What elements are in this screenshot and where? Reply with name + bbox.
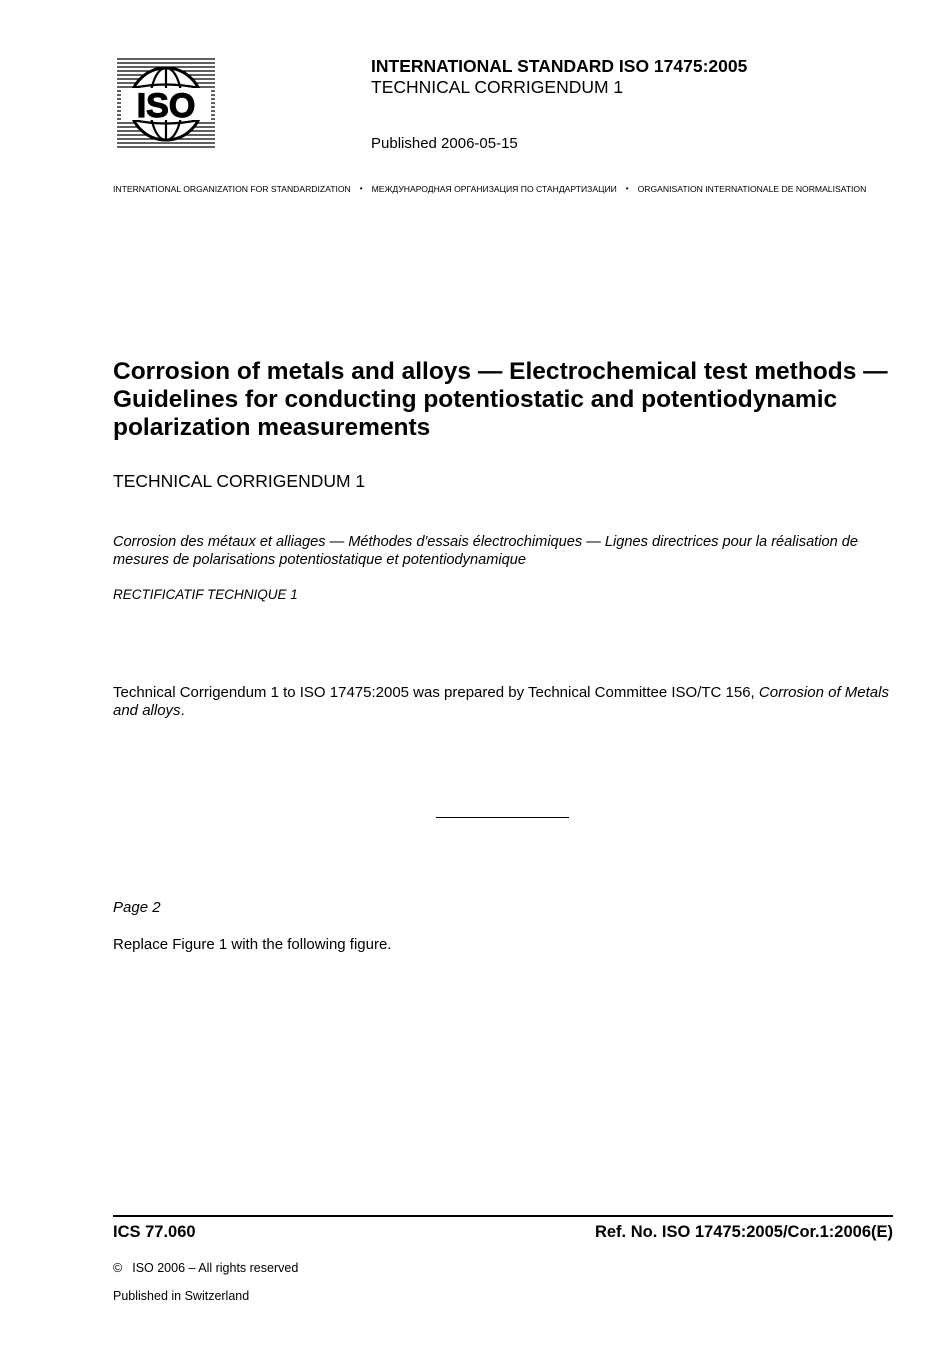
page-reference: Page 2 — [113, 899, 161, 916]
ics-code: ICS 77.060 — [113, 1223, 196, 1241]
french-corrigendum: RECTIFICATIF TECHNIQUE 1 — [113, 587, 298, 602]
org-name-russian: МЕЖДУНАРОДНАЯ ОРГАНИЗАЦИЯ ПО СТАНДАРТИЗАЦИИ — [371, 184, 617, 194]
published-in: Published in Switzerland — [113, 1289, 250, 1303]
header-corrigendum: TECHNICAL CORRIGENDUM 1 — [371, 77, 624, 97]
copyright-icon: © — [113, 1261, 123, 1275]
prepared-suffix: . — [180, 702, 185, 719]
iso-logo — [117, 57, 215, 151]
document-title: Corrosion of metals and alloys — Electrochemical test methods — Guidelines for conducting potentiostatic and potentiodynamic polarization measurements — [113, 358, 888, 441]
logo-letters: ISO — [136, 87, 196, 125]
copyright-text: ISO 2006 – All rights reserved — [132, 1261, 299, 1275]
prepared-prefix: Technical Corrigendum 1 to ISO 17475:2005 was prepared by Technical Committee ISO/TC 156, — [113, 684, 759, 701]
section-divider — [436, 817, 569, 818]
reference-number: Ref. No. ISO 17475:2005/Cor.1:2006(E) — [594, 1223, 893, 1241]
french-title: Corrosion des métaux et alliages — Méthodes d'essais électrochimiques — Lignes directrices pour la réalisation de mesures de polarisations potentiostatique et potentiodynamique — [113, 534, 859, 568]
standard-title: INTERNATIONAL STANDARD ISO 17475:2005 — [371, 56, 748, 76]
preparation-statement — [113, 684, 895, 720]
title-corrigendum: TECHNICAL CORRIGENDUM 1 — [113, 471, 366, 491]
organization-names — [113, 183, 893, 195]
published-date: Published 2006-05-15 — [371, 135, 518, 152]
footer-rule — [113, 1215, 893, 1217]
org-separator: • — [359, 184, 363, 193]
replacement-instruction: Replace Figure 1 with the following figure. — [113, 936, 392, 953]
org-separator: • — [625, 184, 629, 193]
org-name-english: INTERNATIONAL ORGANIZATION FOR STANDARDIZATION — [113, 184, 351, 194]
copyright-line — [113, 1261, 298, 1276]
committee-name: Corrosion of Metals and alloys — [113, 684, 889, 719]
org-name-french: ORGANISATION INTERNATIONALE DE NORMALISATION — [637, 184, 867, 194]
